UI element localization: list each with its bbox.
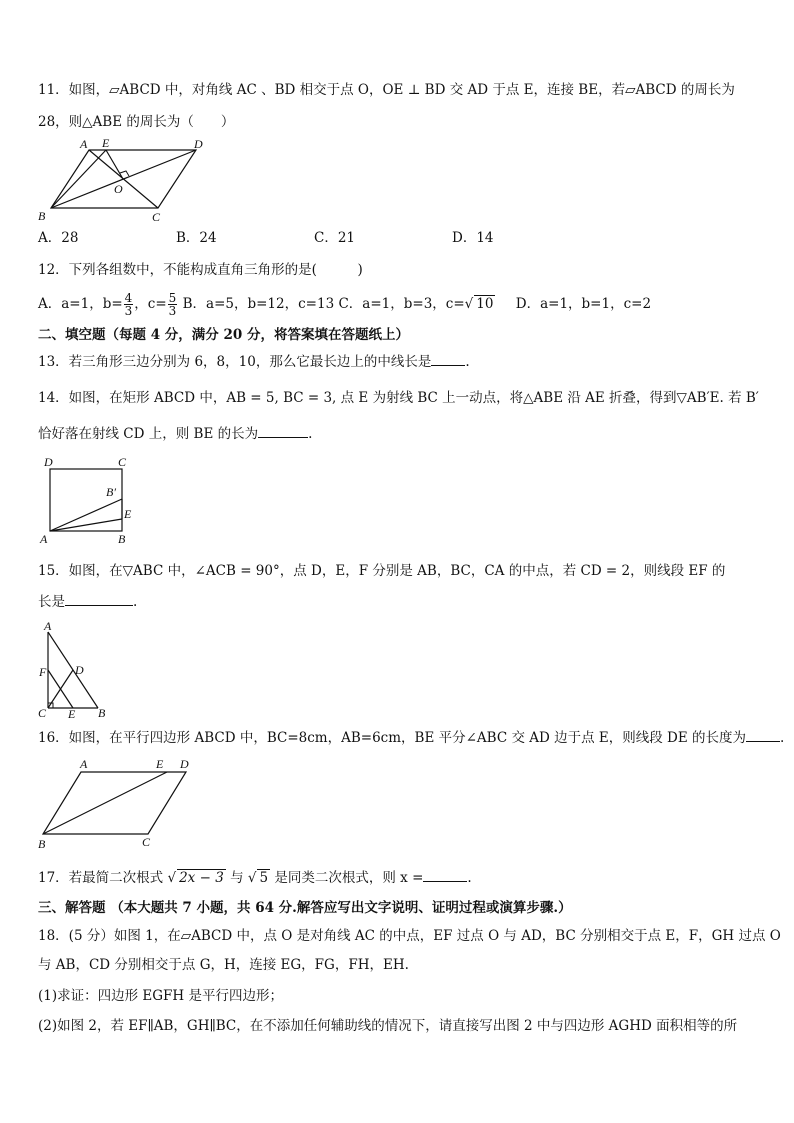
q15-answer-blank <box>65 592 133 606</box>
q12-option-d: D．a=1，b=1，c=2 <box>515 296 652 312</box>
q15-stem-line1: 15．如图，在▽ABC 中，∠ACB = 90°，点 D，E，F 分别是 AB，BC，CA 的中点，若 CD = 2，则线段 EF 的 <box>38 563 726 579</box>
q15-end: . <box>133 594 138 610</box>
q13-end: . <box>465 354 470 370</box>
q16-answer-blank <box>746 728 780 742</box>
q15-label-f: F <box>39 665 47 679</box>
q18-part-1: (1)求证：四边形 EGFH 是平行四边形； <box>38 988 283 1004</box>
section-3-heading: 三、解答题 （本大题共 7 小题，共 64 分.解答应写出文字说明、证明过程或演算步骤.） <box>38 900 572 916</box>
q11-label-b: B <box>38 209 46 223</box>
q11-option-c: C．21 <box>314 230 356 246</box>
q16-stem: 16．如图，在平行四边形 ABCD 中，BC=8cm，AB=6cm，BE 平分∠ABC 交 AD 边于点 E，则线段 DE 的长度为 <box>38 730 747 746</box>
q11-label-a: A <box>80 137 88 151</box>
q15-stem-line2-row <box>38 592 137 612</box>
q17-prefix: 17．若最简二次根式 <box>38 870 168 886</box>
section-2-heading: 二、填空题（每题 4 分，满分 20 分，将答案填在答题纸上） <box>38 327 409 343</box>
q14-stem-line1: 14．如图，在矩形 ABCD 中，AB = 5, BC = 3, 点 E 为射线 BC 上一动点，将△ABE 沿 AE 折叠，得到▽AB′E. 若 B′ <box>38 390 759 406</box>
q18-part-2: (2)如图 2，若 EF∥AB，GH∥BC，在不添加任何辅助线的情况下，请直接写出图 2 中与四边形 AGHD 面积相等的所 <box>38 1018 738 1034</box>
q17-end: . <box>467 870 472 886</box>
q16-label-a: A <box>80 757 88 771</box>
q12-options-row <box>38 286 651 322</box>
q12-option-a-b-fraction <box>124 292 134 317</box>
q13-answer-blank <box>431 352 465 366</box>
q17-radical-1: √ 2x − 3 <box>167 870 224 886</box>
q13-line <box>38 352 470 372</box>
q14-answer-blank <box>258 424 308 438</box>
q18-stem-line2: 与 AB，CD 分别相交于点 G，H，连接 EG，FG，FH，EH. <box>38 957 409 973</box>
q14-label-b-prime: B′ <box>106 485 116 499</box>
q15-label-e: E <box>68 707 76 720</box>
q14-label-e: E <box>124 507 132 521</box>
q12-b-denominator: 3 <box>124 304 133 318</box>
q17-suffix: 是同类二次根式，则 x = <box>270 870 424 886</box>
q11-stem-line2: 28，则△ABE 的周长为（ ） <box>38 114 235 130</box>
q14-stem-line2-row <box>38 424 312 444</box>
q15-label-c: C <box>38 706 47 720</box>
q16-parallelogram-figure <box>36 754 206 850</box>
q16-label-d: D <box>180 757 189 771</box>
q11-option-d: D．14 <box>452 230 494 246</box>
q15-label-b: B <box>98 706 106 720</box>
q14-stem-line2: 恰好落在射线 CD 上，则 BE 的长为 <box>38 426 259 442</box>
q15-stem-line2: 长是 <box>38 594 65 610</box>
q11-option-b: B．24 <box>176 230 217 246</box>
q12-option-a-prefix: A．a=1，b= <box>38 296 123 312</box>
q17-mid: 与 <box>225 870 248 886</box>
q12-option-a-mid: ，c= <box>134 296 167 312</box>
q16-label-b: B <box>38 837 46 850</box>
q12-option-c-prefix: C．a=1，b=3，c= <box>338 296 465 312</box>
q11-label-c: C <box>152 210 161 224</box>
q15-label-d: D <box>75 663 84 677</box>
q12-option-c-radical: √ 10 <box>464 296 494 312</box>
q17-radicand-2: 5 <box>259 870 269 886</box>
q11-parallelogram-figure <box>36 135 206 227</box>
q11-stem-line1: 11．如图，▱ABCD 中，对角线 AC 、BD 相交于点 O，OE ⊥ BD 交 AD 于点 E，连接 BE，若▱ABCD 的周长为 <box>38 82 735 98</box>
q16-label-e: E <box>156 757 164 771</box>
q14-label-d: D <box>44 456 53 469</box>
q12-c-numerator: 5 <box>168 291 177 305</box>
q15-right-triangle-figure <box>36 620 116 720</box>
q17-radical-2: √ 5 <box>247 870 269 886</box>
q17-line <box>38 868 472 888</box>
q17-radicand-1: 2x − 3 <box>179 870 224 886</box>
q18-stem-line1: 18．(5 分）如图 1，在▱ABCD 中，点 O 是对角线 AC 的中点，EF 过点 O 与 AD，BC 分别相交于点 E，F，GH 过点 O <box>38 928 781 944</box>
q14-rectangle-figure <box>36 456 146 548</box>
q16-label-c: C <box>142 835 151 849</box>
q14-label-b: B <box>118 532 126 546</box>
q12-option-c-radicand: 10 <box>476 296 494 312</box>
q11-label-d: D <box>194 137 203 151</box>
q14-label-a: A <box>40 532 48 546</box>
q12-c-denominator: 3 <box>168 304 177 318</box>
q12-stem: 12．下列各组数中，不能构成直角三角形的是( ) <box>38 262 363 278</box>
q14-end: . <box>308 426 313 442</box>
q16-line <box>38 728 784 748</box>
q15-label-a: A <box>44 620 52 633</box>
q12-option-a-c-fraction <box>168 292 178 317</box>
q12-b-numerator: 4 <box>124 291 133 305</box>
q11-option-a: A．28 <box>38 230 79 246</box>
q11-label-o: O <box>114 182 123 196</box>
q17-answer-blank <box>423 868 467 882</box>
q14-label-c: C <box>118 456 127 469</box>
q13-stem: 13．若三角形三边分别为 6，8，10，那么它最长边上的中线长是 <box>38 354 432 370</box>
q12-option-b: B．a=5，b=12，c=13 <box>182 296 335 312</box>
q11-label-e: E <box>102 136 110 150</box>
q16-end: . <box>780 730 785 746</box>
